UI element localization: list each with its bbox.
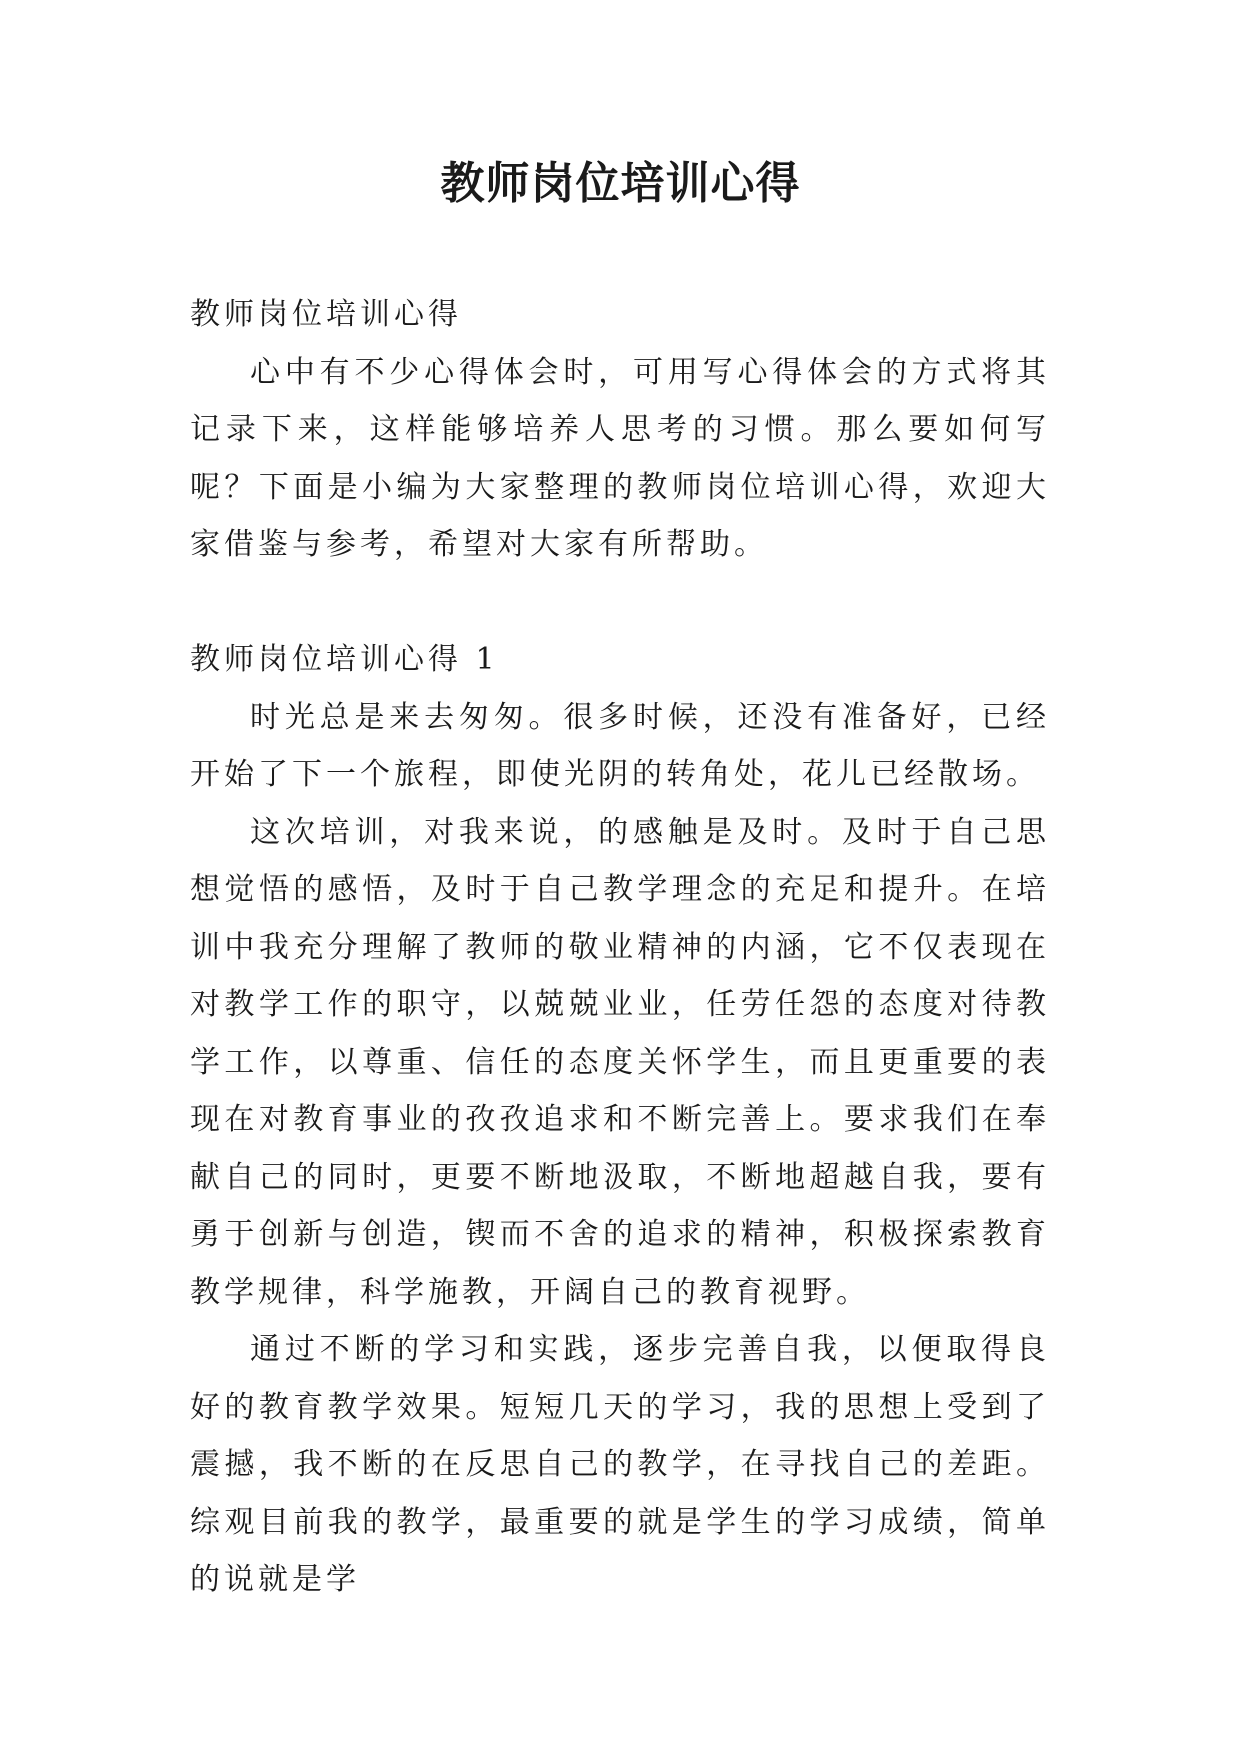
intro-paragraph: 心中有不少心得体会时，可用写心得体会的方式将其记录下来，这样能够培养人思考的习惯。那么要如何写呢？下面是小编为大家整理的教师岗位培训心得，欢迎大家借鉴与参考，希望对大家有所帮助。 <box>190 354 1050 562</box>
section-heading: 教师岗位培训心得 1 <box>190 642 499 677</box>
intro-heading: 教师岗位培训心得 <box>190 297 462 332</box>
document-title: 教师岗位培训心得 <box>440 158 801 209</box>
body-paragraph: 时光总是来去匆匆。很多时候，还没有准备好，已经开始了下一个旅程，即使光阴的转角处，花儿已经散场。 <box>190 699 1050 792</box>
body-paragraph: 通过不断的学习和实践，逐步完善自我，以便取得良好的教育教学效果。短短几天的学习，我的思想上受到了震撼，我不断的在反思自己的教学，在寻找自己的差距。综观目前我的教学，最重要的就是学生的学习成绩，简单的说就是学 <box>190 1332 1050 1597</box>
body-paragraph: 这次培训，对我来说，的感触是及时。及时于自己思想觉悟的感悟，及时于自己教学理念的充足和提升。在培训中我充分理解了教师的敬业精神的内涵，它不仅表现在对教学工作的职守，以兢兢业业，任劳任怨的态度对待教学工作，以尊重、信任的态度关怀学生，而且更重要的表现在对教育事业的孜孜追求和不断完善上。要求我们在奉献自己的同时，更要不断地汲取，不断地超越自我，要有勇于创新与创造，锲而不舍的追求的精神，积极探索教育教学规律，科学施教，开阔自己的教育视野。 <box>190 814 1050 1310</box>
section-spacer <box>190 574 1050 632</box>
document-body <box>190 286 1050 1609</box>
